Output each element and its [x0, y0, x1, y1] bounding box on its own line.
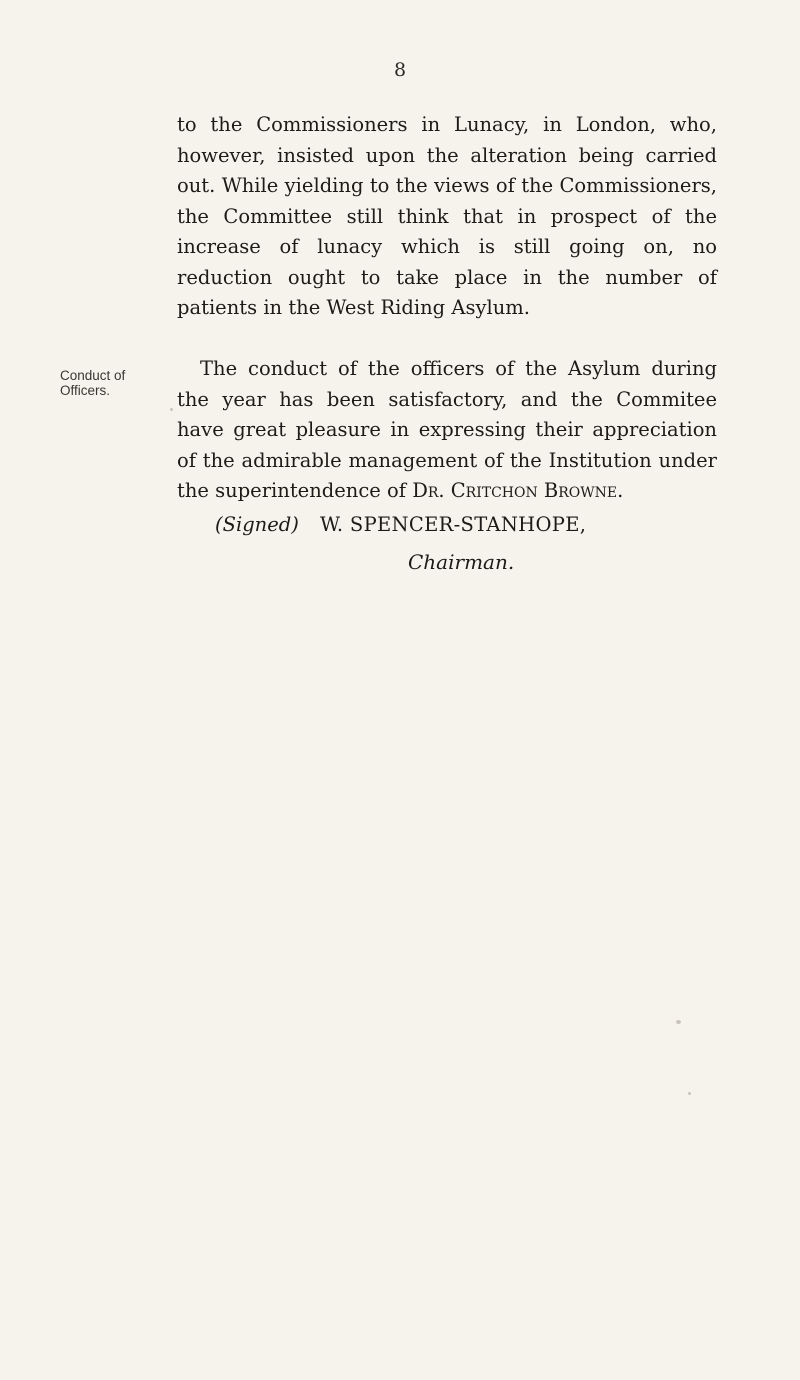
paper-speck — [676, 1020, 681, 1024]
signer-name: W. SPENCER-STANHOPE, — [320, 513, 587, 536]
paragraph-commissioners: to the Commissioners in Lunacy, in London, who, however, insisted upon the alteration being carried out. While yielding to the views of the Commissioners, the Committee still think that in prospect of the increase of lunacy which is still going on, no reduction ought to take place in the number of patients in the West Riding Asylum. — [177, 113, 717, 319]
signature-line — [215, 510, 735, 540]
paragraph-conduct — [177, 354, 717, 507]
page-number: 8 — [393, 59, 407, 81]
paper-speck — [688, 1092, 691, 1095]
margin-note-conduct-of-officers: Conduct of Officers. — [60, 368, 126, 398]
signer-title: Chairman. — [408, 550, 515, 574]
superintendent-name: Dr. Critchon Browne. — [412, 479, 624, 502]
paragraph-conduct-text: The conduct of the officers of the Asylum during the year has been satisfactory, and the Commitee have great pleasure in expressing their appreciation of the admirable management of the Institution under the superintendence of — [177, 357, 717, 502]
signed-label: (Signed) — [215, 513, 299, 536]
paper-speck — [170, 408, 173, 411]
